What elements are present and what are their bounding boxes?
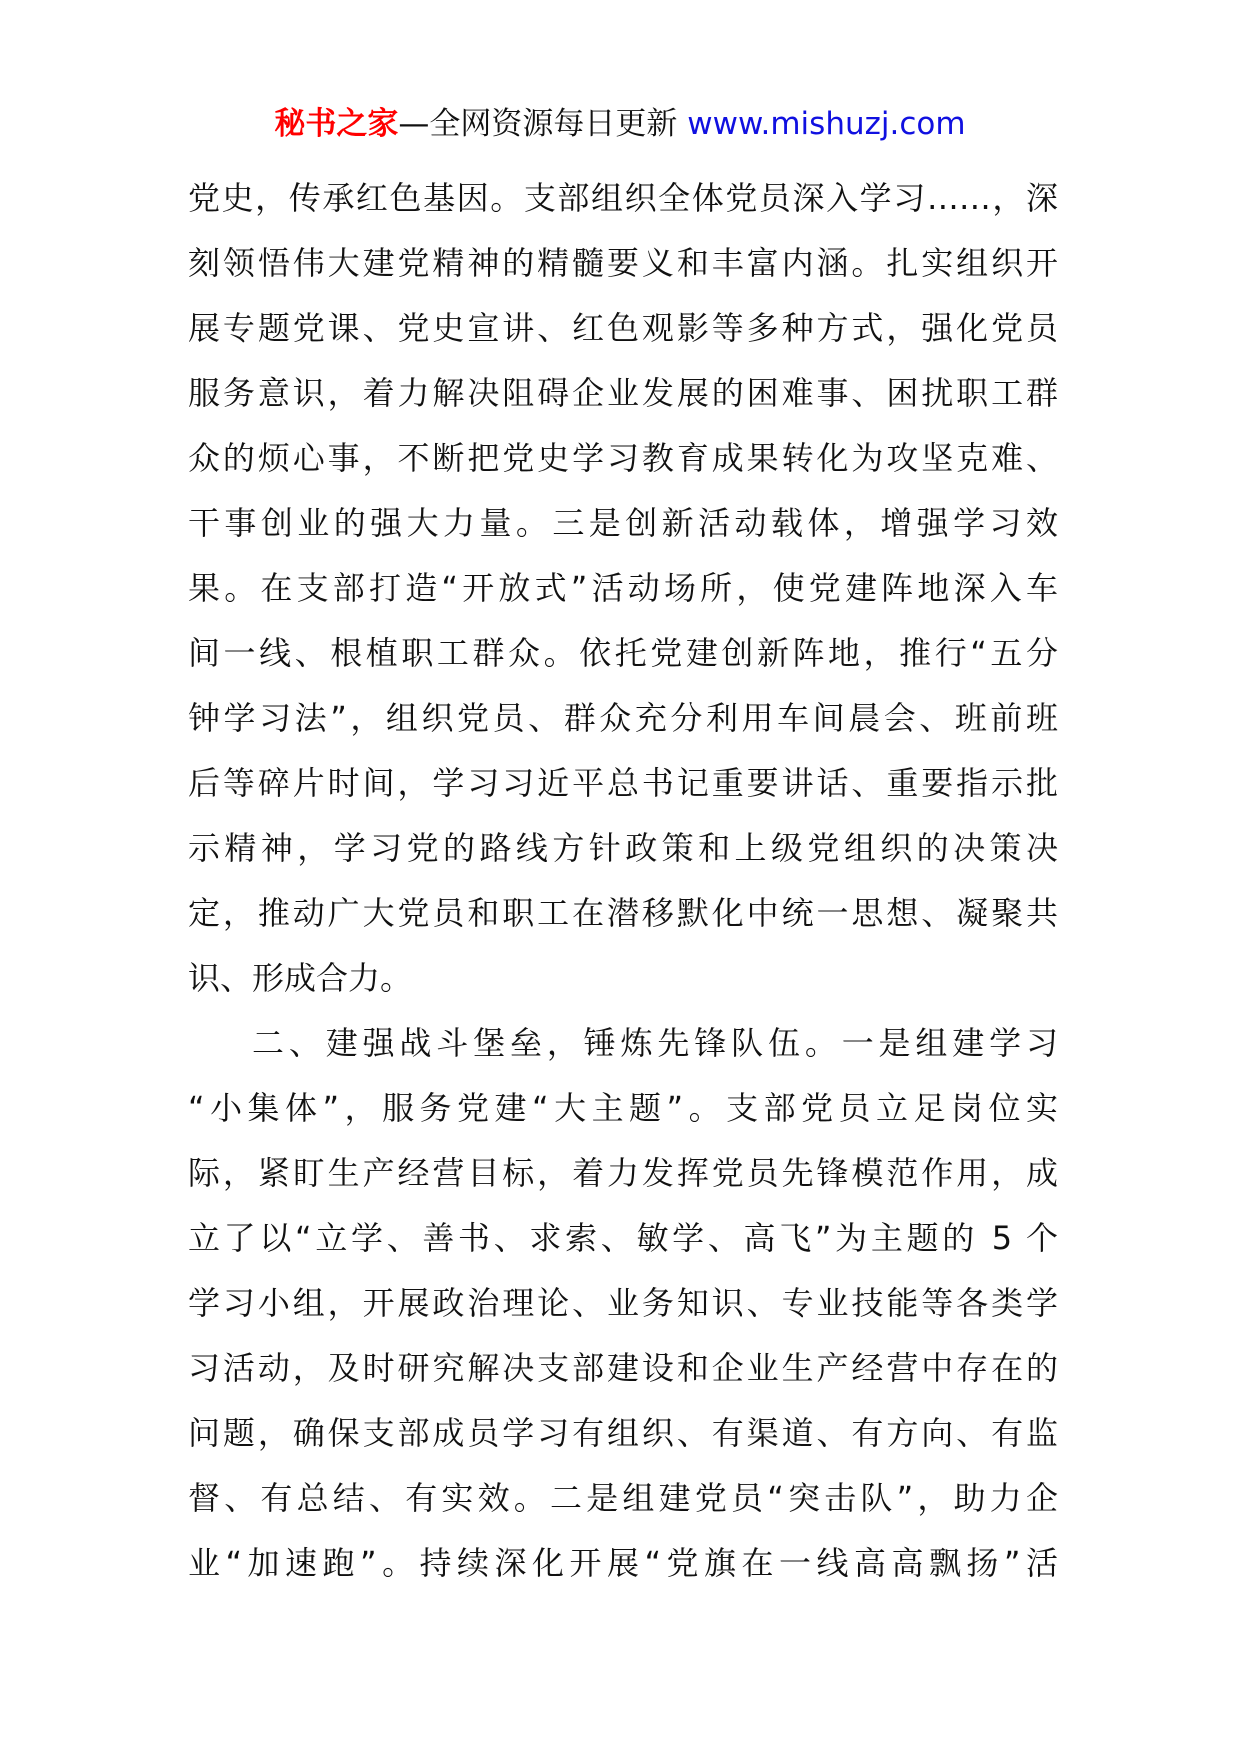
section-heading-line: 二、建强战斗堡垒，锤炼先锋队伍。一是组建学习 [252,1024,1058,1062]
brand-name: 秘书之家 [274,106,399,142]
text-line: 业“加速跑”。持续深化开展“党旗在一线高高飘扬”活 [188,1544,1058,1582]
text-line: 党史，传承红色基因。支部组织全体党员深入学习……，深 [188,179,1058,217]
text-line: 刻领悟伟大建党精神的精髓要义和丰富内涵。扎实组织开 [188,244,1058,282]
text-line: 间一线、根植职工群众。依托党建创新阵地，推行“五分 [188,634,1058,672]
text-line: 干事创业的强大力量。三是创新活动载体，增强学习效 [188,504,1058,542]
text-line: 督、有总结、有实效。二是组建党员“突击队”，助力企 [188,1479,1058,1517]
text-line: 展专题党课、党史宣讲、红色观影等多种方式，强化党员 [188,309,1058,347]
text-line: “小集体”，服务党建“大主题”。支部党员立足岗位实 [188,1089,1058,1127]
paragraph-end-line: 识、形成合力。 [188,959,413,997]
text-line: 际，紧盯生产经营目标，着力发挥党员先锋模范作用，成 [188,1154,1058,1192]
text-line: 服务意识，着力解决阻碍企业发展的困难事、困扰职工群 [188,374,1058,412]
text-line: 习活动，及时研究解决支部建设和企业生产经营中存在的 [188,1349,1058,1387]
page-header [0,102,1240,146]
text-line: 立了以“立学、善书、求索、敏学、高飞”为主题的 5 个 [188,1219,1058,1257]
text-line: 问题，确保支部成员学习有组织、有渠道、有方向、有监 [188,1414,1058,1452]
header-slogan: —全网资源每日更新 [398,106,688,142]
text-line: 钟学习法”，组织党员、群众充分利用车间晨会、班前班 [188,699,1058,737]
text-line: 后等碎片时间，学习习近平总书记重要讲话、重要指示批 [188,764,1058,802]
text-line: 学习小组，开展政治理论、业务知识、专业技能等各类学 [188,1284,1058,1322]
text-line: 定，推动广大党员和职工在潜移默化中统一思想、凝聚共 [188,894,1058,932]
text-line: 示精神，学习党的路线方针政策和上级党组织的决策决 [188,829,1058,867]
text-line: 果。在支部打造“开放式”活动场所，使党建阵地深入车 [188,569,1058,607]
text-line: 众的烦心事，不断把党史学习教育成果转化为攻坚克难、 [188,439,1058,477]
website-link[interactable]: www.mishuzj.com [687,106,966,142]
document-body [188,166,1058,1596]
